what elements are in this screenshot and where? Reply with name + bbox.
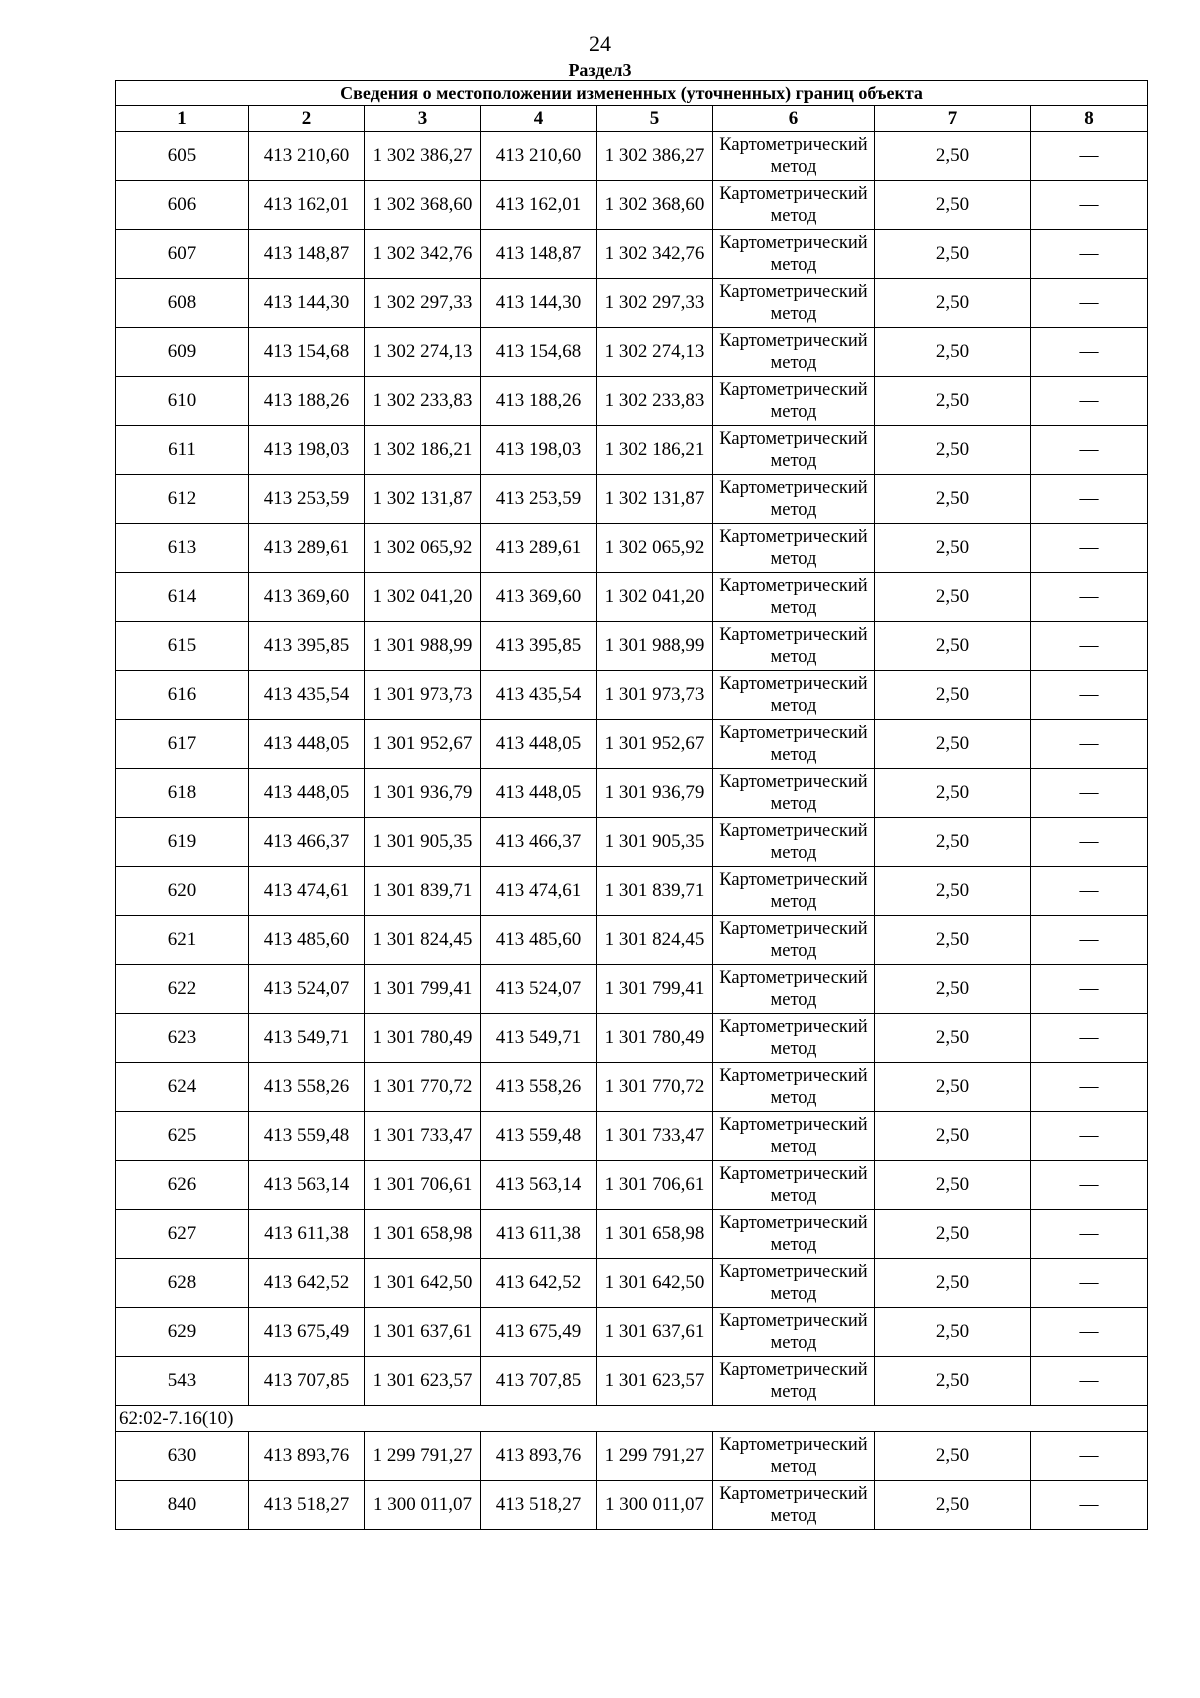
table-row — [116, 622, 1148, 671]
point-number-cell: 627 — [116, 1210, 249, 1259]
page-number: 24 — [589, 31, 611, 56]
accuracy-cell: 2,50 — [875, 1308, 1031, 1357]
table-row — [116, 1161, 1148, 1210]
method-cell: Картометрический метод — [713, 230, 875, 279]
table-row — [116, 867, 1148, 916]
method-cell: Картометрический метод — [713, 720, 875, 769]
point-number-cell: 630 — [116, 1432, 249, 1481]
table-row — [116, 524, 1148, 573]
y-new-cell: 1 301 905,35 — [597, 818, 713, 867]
column-header: 8 — [1031, 106, 1148, 132]
accuracy-cell: 2,50 — [875, 1432, 1031, 1481]
x-new-cell: 413 369,60 — [481, 573, 597, 622]
x-existing-cell: 413 395,85 — [249, 622, 365, 671]
x-existing-cell: 413 188,26 — [249, 377, 365, 426]
y-new-cell: 1 301 973,73 — [597, 671, 713, 720]
y-existing-cell: 1 302 233,83 — [365, 377, 481, 426]
table-row — [116, 1481, 1148, 1530]
note-cell: — — [1031, 181, 1148, 230]
accuracy-cell: 2,50 — [875, 1112, 1031, 1161]
point-number-cell: 609 — [116, 328, 249, 377]
point-number-cell: 624 — [116, 1063, 249, 1112]
table-row — [116, 132, 1148, 181]
method-cell: Картометрический метод — [713, 671, 875, 720]
x-existing-cell: 413 707,85 — [249, 1357, 365, 1406]
accuracy-cell: 2,50 — [875, 230, 1031, 279]
x-existing-cell: 413 369,60 — [249, 573, 365, 622]
table-row — [116, 573, 1148, 622]
point-number-cell: 617 — [116, 720, 249, 769]
x-new-cell: 413 162,01 — [481, 181, 597, 230]
method-cell: Картометрический метод — [713, 1063, 875, 1112]
accuracy-cell: 2,50 — [875, 622, 1031, 671]
note-cell: — — [1031, 377, 1148, 426]
column-header: 6 — [713, 106, 875, 132]
x-existing-cell: 413 148,87 — [249, 230, 365, 279]
note-cell: — — [1031, 524, 1148, 573]
table-row — [116, 1014, 1148, 1063]
y-existing-cell: 1 301 658,98 — [365, 1210, 481, 1259]
table-row — [116, 965, 1148, 1014]
x-existing-cell: 413 485,60 — [249, 916, 365, 965]
note-cell: — — [1031, 818, 1148, 867]
accuracy-cell: 2,50 — [875, 1481, 1031, 1530]
y-new-cell: 1 301 706,61 — [597, 1161, 713, 1210]
method-cell: Картометрический метод — [713, 524, 875, 573]
method-cell: Картометрический метод — [713, 622, 875, 671]
y-new-cell: 1 300 011,07 — [597, 1481, 713, 1530]
point-number-cell: 625 — [116, 1112, 249, 1161]
accuracy-cell: 2,50 — [875, 475, 1031, 524]
accuracy-cell: 2,50 — [875, 524, 1031, 573]
point-number-cell: 619 — [116, 818, 249, 867]
y-existing-cell: 1 301 770,72 — [365, 1063, 481, 1112]
accuracy-cell: 2,50 — [875, 1210, 1031, 1259]
note-cell: — — [1031, 132, 1148, 181]
table-body — [116, 81, 1148, 1530]
accuracy-cell: 2,50 — [875, 377, 1031, 426]
x-existing-cell: 413 474,61 — [249, 867, 365, 916]
y-new-cell: 1 301 952,67 — [597, 720, 713, 769]
x-new-cell: 413 144,30 — [481, 279, 597, 328]
table-row — [116, 1210, 1148, 1259]
y-new-cell: 1 301 637,61 — [597, 1308, 713, 1357]
table-row — [116, 769, 1148, 818]
x-new-cell: 413 253,59 — [481, 475, 597, 524]
y-existing-cell: 1 301 780,49 — [365, 1014, 481, 1063]
method-cell: Картометрический метод — [713, 1357, 875, 1406]
accuracy-cell: 2,50 — [875, 1357, 1031, 1406]
point-number-cell: 606 — [116, 181, 249, 230]
x-new-cell: 413 210,60 — [481, 132, 597, 181]
y-new-cell: 1 301 658,98 — [597, 1210, 713, 1259]
x-existing-cell: 413 563,14 — [249, 1161, 365, 1210]
point-number-cell: 620 — [116, 867, 249, 916]
x-new-cell: 413 642,52 — [481, 1259, 597, 1308]
y-existing-cell: 1 302 186,21 — [365, 426, 481, 475]
column-header: 2 — [249, 106, 365, 132]
y-existing-cell: 1 301 905,35 — [365, 818, 481, 867]
note-cell: — — [1031, 1210, 1148, 1259]
point-number-cell: 618 — [116, 769, 249, 818]
x-existing-cell: 413 289,61 — [249, 524, 365, 573]
point-number-cell: 840 — [116, 1481, 249, 1530]
y-existing-cell: 1 302 386,27 — [365, 132, 481, 181]
x-existing-cell: 413 466,37 — [249, 818, 365, 867]
method-cell: Картометрический метод — [713, 475, 875, 524]
y-existing-cell: 1 301 824,45 — [365, 916, 481, 965]
x-existing-cell: 413 448,05 — [249, 769, 365, 818]
table-row — [116, 1063, 1148, 1112]
note-cell: — — [1031, 867, 1148, 916]
point-number-cell: 616 — [116, 671, 249, 720]
table-caption: Сведения о местоположении измененных (уточненных) границ объекта — [116, 81, 1148, 106]
y-existing-cell: 1 301 973,73 — [365, 671, 481, 720]
note-cell: — — [1031, 1308, 1148, 1357]
method-cell: Картометрический метод — [713, 1481, 875, 1530]
accuracy-cell: 2,50 — [875, 1063, 1031, 1112]
x-new-cell: 413 518,27 — [481, 1481, 597, 1530]
table-row — [116, 1308, 1148, 1357]
y-existing-cell: 1 302 297,33 — [365, 279, 481, 328]
x-new-cell: 413 558,26 — [481, 1063, 597, 1112]
accuracy-cell: 2,50 — [875, 1259, 1031, 1308]
point-number-cell: 628 — [116, 1259, 249, 1308]
x-new-cell: 413 466,37 — [481, 818, 597, 867]
table-row — [116, 426, 1148, 475]
x-existing-cell: 413 435,54 — [249, 671, 365, 720]
y-new-cell: 1 302 131,87 — [597, 475, 713, 524]
table-row — [116, 377, 1148, 426]
accuracy-cell: 2,50 — [875, 818, 1031, 867]
boundary-coordinates-table — [115, 80, 1148, 1530]
y-existing-cell: 1 302 065,92 — [365, 524, 481, 573]
y-new-cell: 1 302 342,76 — [597, 230, 713, 279]
y-existing-cell: 1 302 131,87 — [365, 475, 481, 524]
note-cell: — — [1031, 720, 1148, 769]
y-existing-cell: 1 301 952,67 — [365, 720, 481, 769]
x-existing-cell: 413 144,30 — [249, 279, 365, 328]
x-new-cell: 413 148,87 — [481, 230, 597, 279]
accuracy-cell: 2,50 — [875, 328, 1031, 377]
x-new-cell: 413 448,05 — [481, 720, 597, 769]
method-cell: Картометрический метод — [713, 867, 875, 916]
table-row — [116, 1432, 1148, 1481]
table-row — [116, 1112, 1148, 1161]
point-number-cell: 612 — [116, 475, 249, 524]
y-new-cell: 1 301 839,71 — [597, 867, 713, 916]
y-existing-cell: 1 299 791,27 — [365, 1432, 481, 1481]
y-new-cell: 1 302 233,83 — [597, 377, 713, 426]
y-existing-cell: 1 301 642,50 — [365, 1259, 481, 1308]
note-cell: — — [1031, 573, 1148, 622]
group-row — [116, 1406, 1148, 1432]
method-cell: Картометрический метод — [713, 132, 875, 181]
accuracy-cell: 2,50 — [875, 132, 1031, 181]
table-row — [116, 230, 1148, 279]
y-existing-cell: 1 302 342,76 — [365, 230, 481, 279]
method-cell: Картометрический метод — [713, 181, 875, 230]
note-cell: — — [1031, 426, 1148, 475]
accuracy-cell: 2,50 — [875, 916, 1031, 965]
y-new-cell: 1 301 780,49 — [597, 1014, 713, 1063]
x-existing-cell: 413 448,05 — [249, 720, 365, 769]
note-cell: — — [1031, 475, 1148, 524]
accuracy-cell: 2,50 — [875, 867, 1031, 916]
table-row — [116, 279, 1148, 328]
table-row — [116, 720, 1148, 769]
y-new-cell: 1 301 733,47 — [597, 1112, 713, 1161]
accuracy-cell: 2,50 — [875, 573, 1031, 622]
table-row — [116, 916, 1148, 965]
point-number-cell: 626 — [116, 1161, 249, 1210]
method-cell: Картометрический метод — [713, 1161, 875, 1210]
y-new-cell: 1 302 041,20 — [597, 573, 713, 622]
point-number-cell: 607 — [116, 230, 249, 279]
x-new-cell: 413 563,14 — [481, 1161, 597, 1210]
y-existing-cell: 1 301 988,99 — [365, 622, 481, 671]
y-existing-cell: 1 301 733,47 — [365, 1112, 481, 1161]
y-new-cell: 1 302 274,13 — [597, 328, 713, 377]
method-cell: Картометрический метод — [713, 1308, 875, 1357]
y-existing-cell: 1 302 041,20 — [365, 573, 481, 622]
table-row — [116, 818, 1148, 867]
point-number-cell: 621 — [116, 916, 249, 965]
y-new-cell: 1 299 791,27 — [597, 1432, 713, 1481]
note-cell: — — [1031, 1014, 1148, 1063]
method-cell: Картометрический метод — [713, 328, 875, 377]
point-number-cell: 614 — [116, 573, 249, 622]
note-cell: — — [1031, 1259, 1148, 1308]
x-new-cell: 413 448,05 — [481, 769, 597, 818]
y-existing-cell: 1 301 839,71 — [365, 867, 481, 916]
y-new-cell: 1 302 186,21 — [597, 426, 713, 475]
accuracy-cell: 2,50 — [875, 1161, 1031, 1210]
note-cell: — — [1031, 671, 1148, 720]
x-new-cell: 413 893,76 — [481, 1432, 597, 1481]
y-new-cell: 1 301 623,57 — [597, 1357, 713, 1406]
x-existing-cell: 413 559,48 — [249, 1112, 365, 1161]
x-existing-cell: 413 549,71 — [249, 1014, 365, 1063]
x-new-cell: 413 435,54 — [481, 671, 597, 720]
column-header: 4 — [481, 106, 597, 132]
accuracy-cell: 2,50 — [875, 279, 1031, 328]
x-existing-cell: 413 524,07 — [249, 965, 365, 1014]
point-number-cell: 605 — [116, 132, 249, 181]
method-cell: Картометрический метод — [713, 377, 875, 426]
y-existing-cell: 1 301 637,61 — [365, 1308, 481, 1357]
point-number-cell: 615 — [116, 622, 249, 671]
point-number-cell: 611 — [116, 426, 249, 475]
method-cell: Картометрический метод — [713, 426, 875, 475]
method-cell: Картометрический метод — [713, 769, 875, 818]
note-cell: — — [1031, 1063, 1148, 1112]
note-cell: — — [1031, 230, 1148, 279]
x-new-cell: 413 198,03 — [481, 426, 597, 475]
x-existing-cell: 413 558,26 — [249, 1063, 365, 1112]
note-cell: — — [1031, 622, 1148, 671]
method-cell: Картометрический метод — [713, 573, 875, 622]
point-number-cell: 613 — [116, 524, 249, 573]
x-new-cell: 413 611,38 — [481, 1210, 597, 1259]
accuracy-cell: 2,50 — [875, 720, 1031, 769]
x-existing-cell: 413 611,38 — [249, 1210, 365, 1259]
y-new-cell: 1 302 368,60 — [597, 181, 713, 230]
method-cell: Картометрический метод — [713, 1259, 875, 1308]
x-new-cell: 413 559,48 — [481, 1112, 597, 1161]
x-existing-cell: 413 154,68 — [249, 328, 365, 377]
y-new-cell: 1 301 642,50 — [597, 1259, 713, 1308]
x-new-cell: 413 549,71 — [481, 1014, 597, 1063]
method-cell: Картометрический метод — [713, 1432, 875, 1481]
y-new-cell: 1 301 770,72 — [597, 1063, 713, 1112]
y-new-cell: 1 302 065,92 — [597, 524, 713, 573]
y-new-cell: 1 301 799,41 — [597, 965, 713, 1014]
column-header: 7 — [875, 106, 1031, 132]
note-cell: — — [1031, 1481, 1148, 1530]
x-new-cell: 413 675,49 — [481, 1308, 597, 1357]
table-row — [116, 1357, 1148, 1406]
note-cell: — — [1031, 1432, 1148, 1481]
x-new-cell: 413 154,68 — [481, 328, 597, 377]
point-number-cell: 610 — [116, 377, 249, 426]
point-number-cell: 622 — [116, 965, 249, 1014]
x-existing-cell: 413 210,60 — [249, 132, 365, 181]
x-existing-cell: 413 642,52 — [249, 1259, 365, 1308]
x-existing-cell: 413 162,01 — [249, 181, 365, 230]
method-cell: Картометрический метод — [713, 1014, 875, 1063]
y-existing-cell: 1 300 011,07 — [365, 1481, 481, 1530]
note-cell: — — [1031, 916, 1148, 965]
table-row — [116, 671, 1148, 720]
x-new-cell: 413 524,07 — [481, 965, 597, 1014]
y-new-cell: 1 301 824,45 — [597, 916, 713, 965]
note-cell: — — [1031, 328, 1148, 377]
x-new-cell: 413 188,26 — [481, 377, 597, 426]
note-cell: — — [1031, 279, 1148, 328]
method-cell: Картометрический метод — [713, 818, 875, 867]
point-number-cell: 629 — [116, 1308, 249, 1357]
accuracy-cell: 2,50 — [875, 769, 1031, 818]
table-header-row — [116, 106, 1148, 132]
y-existing-cell: 1 302 368,60 — [365, 181, 481, 230]
x-new-cell: 413 289,61 — [481, 524, 597, 573]
note-cell: — — [1031, 1357, 1148, 1406]
table-row — [116, 181, 1148, 230]
x-new-cell: 413 395,85 — [481, 622, 597, 671]
y-existing-cell: 1 302 274,13 — [365, 328, 481, 377]
method-cell: Картометрический метод — [713, 1112, 875, 1161]
y-new-cell: 1 301 936,79 — [597, 769, 713, 818]
x-new-cell: 413 707,85 — [481, 1357, 597, 1406]
y-existing-cell: 1 301 706,61 — [365, 1161, 481, 1210]
section-title: Раздел3 — [568, 60, 632, 80]
point-number-cell: 543 — [116, 1357, 249, 1406]
method-cell: Картометрический метод — [713, 279, 875, 328]
point-number-cell: 608 — [116, 279, 249, 328]
column-header: 3 — [365, 106, 481, 132]
x-existing-cell: 413 893,76 — [249, 1432, 365, 1481]
y-new-cell: 1 301 988,99 — [597, 622, 713, 671]
column-header: 5 — [597, 106, 713, 132]
accuracy-cell: 2,50 — [875, 181, 1031, 230]
y-new-cell: 1 302 386,27 — [597, 132, 713, 181]
group-label: 62:02-7.16(10) — [116, 1406, 1148, 1432]
method-cell: Картометрический метод — [713, 916, 875, 965]
note-cell: — — [1031, 965, 1148, 1014]
y-new-cell: 1 302 297,33 — [597, 279, 713, 328]
note-cell: — — [1031, 769, 1148, 818]
x-existing-cell: 413 675,49 — [249, 1308, 365, 1357]
accuracy-cell: 2,50 — [875, 965, 1031, 1014]
method-cell: Картометрический метод — [713, 965, 875, 1014]
table-caption-row — [116, 81, 1148, 106]
column-header: 1 — [116, 106, 249, 132]
x-new-cell: 413 474,61 — [481, 867, 597, 916]
table-row — [116, 475, 1148, 524]
y-existing-cell: 1 301 936,79 — [365, 769, 481, 818]
method-cell: Картометрический метод — [713, 1210, 875, 1259]
accuracy-cell: 2,50 — [875, 671, 1031, 720]
x-existing-cell: 413 253,59 — [249, 475, 365, 524]
x-existing-cell: 413 198,03 — [249, 426, 365, 475]
x-existing-cell: 413 518,27 — [249, 1481, 365, 1530]
y-existing-cell: 1 301 623,57 — [365, 1357, 481, 1406]
table-row — [116, 1259, 1148, 1308]
y-existing-cell: 1 301 799,41 — [365, 965, 481, 1014]
accuracy-cell: 2,50 — [875, 426, 1031, 475]
note-cell: — — [1031, 1112, 1148, 1161]
note-cell: — — [1031, 1161, 1148, 1210]
table-row — [116, 328, 1148, 377]
accuracy-cell: 2,50 — [875, 1014, 1031, 1063]
point-number-cell: 623 — [116, 1014, 249, 1063]
x-new-cell: 413 485,60 — [481, 916, 597, 965]
